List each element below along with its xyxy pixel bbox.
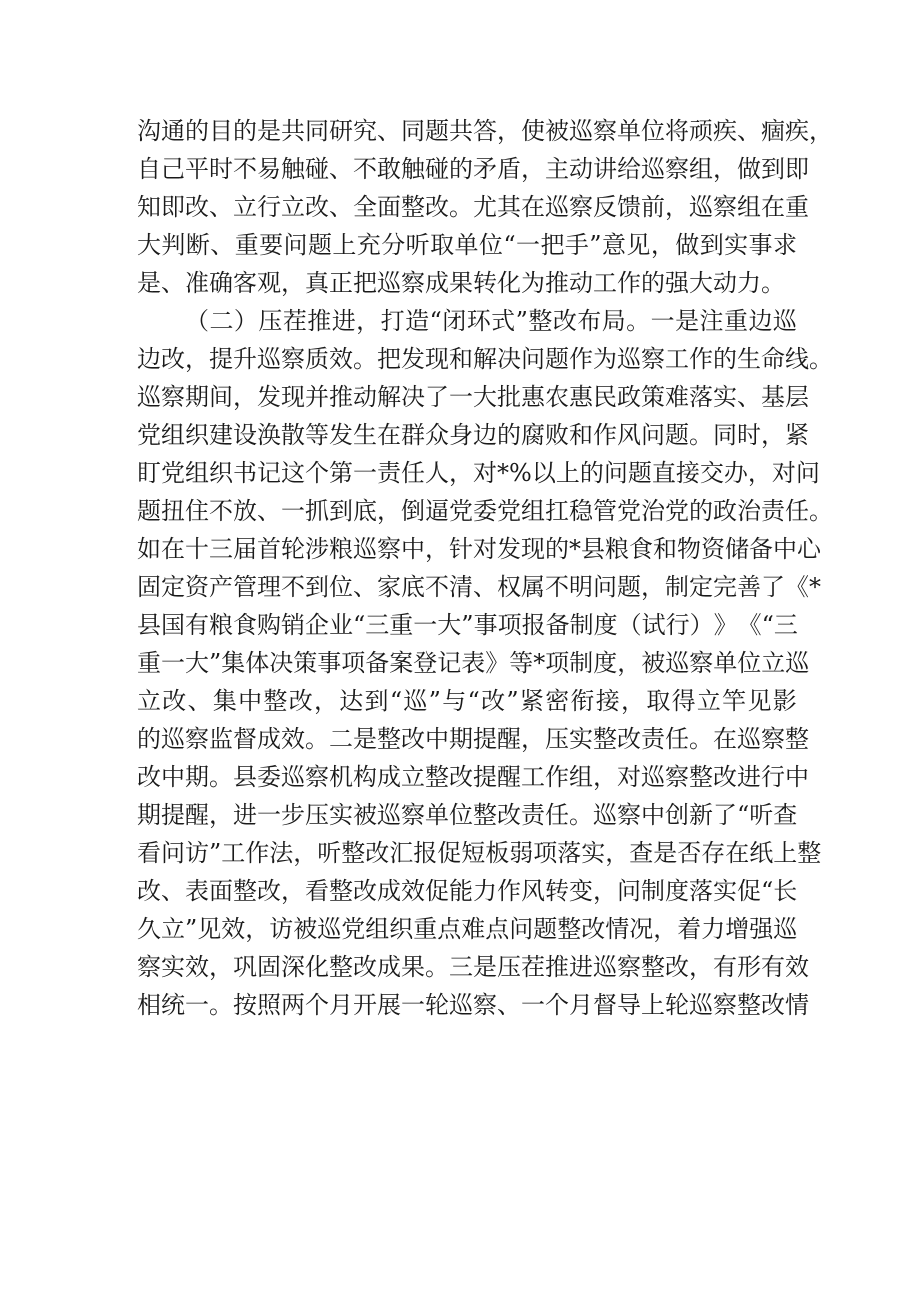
text-line: 久 立 ” 见 效 ， 访 被 巡 党 组 织 重 点 难 点 问 题 整 改 情 况 ， 着 力 增 强 巡	[137, 915, 798, 943]
text-line: 重 一 大 ” 集 体 决 策 事 项 备 案 登 记 表 》 等 * 项 制 度 ， 被 巡 察 单 位 立 巡	[137, 649, 810, 677]
text-line: 期 提 醒 ， 进 一 步 压 实 被 巡 察 单 位 整 改 责 任 。 巡 察 中 创 新 了 “ 听 查	[137, 801, 798, 829]
text-line: 的 巡 察 监 督 成 效 。 二 是 整 改 中 期 提 醒 ， 压 实 整 改 责 任 。 在 巡 察 整	[137, 725, 809, 753]
text-line: 边 改 ， 提 升 巡 察 质 效 。 把 发 现 和 解 决 问 题 作 为 巡 察 工 作 的 生 命 线 。	[137, 345, 833, 373]
text-line: 自 己 平 时 不 易 触 碰 、 不 敢 触 碰 的 矛 盾 ， 主 动 讲 给 巡 察 组 ， 做 到 即	[137, 155, 809, 183]
text-line: 党 组 织 建 设 涣 散 等 发 生 在 群 众 身 边 的 腐 败 和 作 风 问 题 。 同 时 ， 紧	[137, 421, 809, 449]
text-line: 题 扭 住 不 放 、 一 抓 到 底 ， 倒 逼 党 委 党 组 扛 稳 管 党 治 党 的 政 治 责 任 。	[137, 497, 833, 525]
text-line: 看 问 访 ” 工 作 法 ， 听 整 改 汇 报 促 短 板 弱 项 落 实 ， 查 是 否 存 在 纸 上 整	[137, 839, 822, 867]
text-line: 盯 党 组 织 书 记 这 个 第 一 责 任 人 ， 对 * % 以 上 的 问 题 直 接 交 办 ， 对 问	[137, 459, 820, 487]
text-line: 沟 通 的 目 的 是 共 同 研 究 、 同 题 共 答 ， 使 被 巡 察 单 位 将 顽 疾 、 痼 疾 ，	[137, 117, 833, 145]
text-line: 县 国 有 粮 食 购 销 企 业 “ 三 重 一 大 ” 事 项 报 备 制 度 （ 试 行 ） 》 《 “ 三	[137, 611, 798, 639]
text-line: 相 统 一 。 按 照 两 个 月 开 展 一 轮 巡 察 、 一 个 月 督 导 上 轮 巡 察 整 改 情	[137, 991, 809, 1019]
text-line: 改 、 表 面 整 改 ， 看 整 改 成 效 促 能 力 作 风 转 变 ， 问 制 度 落 实 促 “ 长	[137, 877, 798, 905]
text-line: 知 即 改 、 立 行 立 改 、 全 面 整 改 。 尤 其 在 巡 察 反 馈 前 ， 巡 察 组 在 重	[137, 193, 809, 221]
text-line: 大 判 断 、 重 要 问 题 上 充 分 听 取 单 位 “ 一 把 手 ” 意 见 ， 做 到 实 事 求	[137, 231, 797, 259]
text-line: 巡 察 期 间 ， 发 现 并 推 动 解 决 了 一 大 批 惠 农 惠 民 政 策 难 落 实 、 基 层	[137, 383, 809, 411]
section-heading-line: （ 二 ） 压 茬 推 进 ， 打 造 “ 闭 环 式 ” 整 改 布 局 。 一 是 注 重 边 巡	[185, 307, 797, 335]
text-line: 如 在 十 三 届 首 轮 涉 粮 巡 察 中 ， 针 对 发 现 的 * 县 粮 食 和 物 资 储 备 中 心	[137, 535, 821, 563]
body-text	[137, 112, 833, 1024]
text-line: 改 中 期 。 县 委 巡 察 机 构 成 立 整 改 提 醒 工 作 组 ， 对 巡 察 整 改 进 行 中	[137, 763, 809, 791]
text-line: 察 实 效 ， 巩 固 深 化 整 改 成 果 。 三 是 压 茬 推 进 巡 察 整 改 ， 有 形 有 效	[137, 953, 809, 981]
text-line: 立 改 、 集 中 整 改 ， 达 到 “ 巡 ” 与 “ 改 ” 紧 密 衔 接 ， 取 得 立 竿 见 影	[137, 687, 797, 715]
text-line: 是、准确客观，真正把巡察成果转化为推动工作的强大动力。	[137, 269, 785, 297]
text-line: 固 定 资 产 管 理 不 到 位 、 家 底 不 清 、 权 属 不 明 问 题 ， 制 定 完 善 了 《 *	[137, 573, 821, 601]
